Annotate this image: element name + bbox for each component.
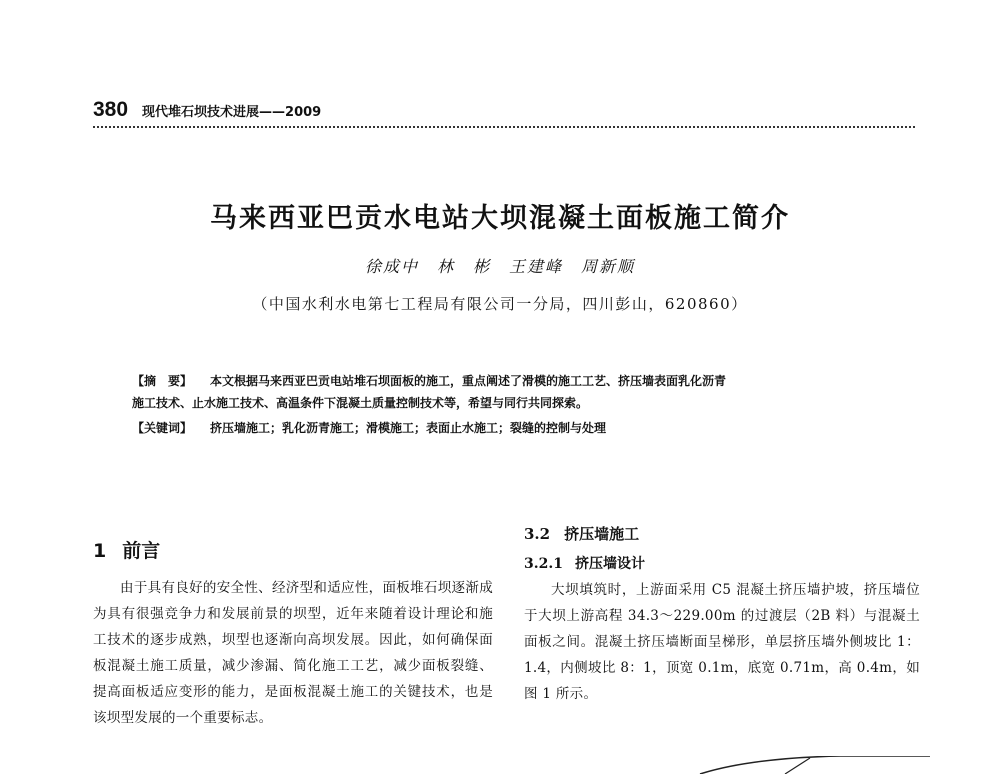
section-1-title: 前言 xyxy=(122,540,161,562)
abstract-block xyxy=(132,370,912,414)
left-column xyxy=(93,575,493,731)
section-3-2-number: 3.2 xyxy=(524,525,551,543)
article-affiliation: （中国水利水电第七工程局有限公司一分局，四川彭山，620860） xyxy=(252,295,748,313)
section-3-2-title: 挤压墙施工 xyxy=(564,525,640,543)
running-header xyxy=(93,98,913,122)
section-3-2-1-heading xyxy=(524,553,645,573)
abstract-text-continued: 施工技术、止水施工技术、高温条件下混凝土质量控制技术等，希望与同行共同探索。 xyxy=(132,396,589,410)
keywords-label: 【关键词】 xyxy=(132,421,193,435)
page-number: 380 xyxy=(93,98,129,121)
section-1-heading xyxy=(93,536,160,563)
running-title: 现代堆石坝技术进展——2009 xyxy=(142,105,322,120)
abstract-label: 【摘 要】 xyxy=(132,374,193,388)
section-3-2-1-number: 3.2.1 xyxy=(524,556,563,572)
figure-1-partial-drawing xyxy=(690,756,930,774)
section-3-2-1-body: 大坝填筑时，上游面采用 C5 混凝土挤压墙护坡，挤压墙位于大坝上游高程 34.3～229.00m 的过渡层（2B 料）与混凝土面板之间。混凝土挤压墙断面呈梯形，单层挤压墙外侧坡比 1：1.4，内侧坡比 8：1，顶宽 0.1m，底宽 0.71m，高 0.4m，如图 1 所示。 xyxy=(524,582,920,702)
section-1-body: 由于具有良好的安全性、经济型和适应性，面板堆石坝逐渐成为具有很强竞争力和发展前景的坝型，近年来随着设计理论和施工技术的逐步成熟，坝型也逐渐向高坝发展。因此，如何确保面板混凝土施工质量，减少渗漏、简化施工工艺，减少面板裂缝、提高面板适应变形的能力，是面板混凝土施工的关键技术，也是该坝型发展的一个重要标志。 xyxy=(93,580,493,726)
article-title: 马来西亚巴贡水电站大坝混凝土面板施工简介 xyxy=(210,203,790,234)
abstract-text: 本文根据马来西亚巴贡电站堆石坝面板的施工，重点阐述了滑模的施工工艺、挤压墙表面乳化沥青 xyxy=(210,374,727,388)
keywords-text: 挤压墙施工；乳化沥青施工；滑模施工；表面止水施工；裂缝的控制与处理 xyxy=(210,421,607,435)
section-3-2-1-title: 挤压墙设计 xyxy=(574,556,645,572)
section-1-number: 1 xyxy=(93,540,107,562)
section-3-2-heading xyxy=(524,523,639,544)
keywords-block xyxy=(132,417,912,439)
header-divider xyxy=(93,126,915,128)
article-authors: 徐成中 林 彬 王建峰 周新顺 xyxy=(364,257,635,276)
right-column xyxy=(524,577,920,707)
